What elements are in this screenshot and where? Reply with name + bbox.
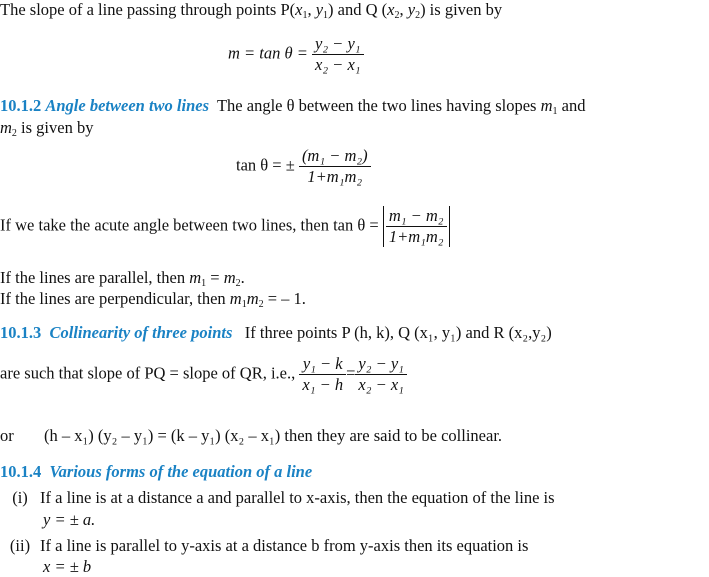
intro-sub: 2: [415, 10, 421, 21]
var-m: m: [189, 268, 202, 287]
var-m: m: [223, 268, 236, 287]
absolute-value: [383, 206, 450, 247]
parallel-line: [0, 268, 245, 288]
list-item-label: (i): [12, 488, 28, 507]
or-line: [0, 426, 502, 446]
equals: =: [346, 363, 356, 383]
section-number: 10.1.3: [0, 323, 42, 342]
section-number: 10.1.4: [0, 462, 42, 481]
collinear-line: [0, 354, 407, 395]
intro-sub: 1: [302, 10, 308, 21]
or-text: (h – x₁) (y₂ – y₁) = (k – y₁) (x₂ – x₁) then they are said to be collinear.: [44, 426, 503, 445]
acute-text: If we take the acute angle between two lines, then tan θ =: [0, 215, 383, 235]
list-item-text: If a line is at a distance a and parallel to x-axis, then the equation of the line is: [40, 488, 555, 507]
slope-fraction: [312, 34, 364, 75]
slope-formula-lhs: m = tan θ =: [228, 43, 312, 63]
slope-numerator: y₂ − y₁: [315, 34, 361, 53]
intro-text-c: ) is given by: [420, 0, 503, 19]
equals: =: [206, 268, 224, 287]
intro-var: x: [387, 0, 395, 19]
list-item-continuation: [43, 557, 91, 577]
intro-var: y: [315, 0, 324, 19]
sub: 2: [11, 128, 17, 139]
intro-text-a: The slope of a line passing through points P(: [0, 0, 296, 19]
text-and: and: [557, 96, 586, 115]
sub: 1: [201, 278, 207, 289]
qr-numerator: y₂ − y₁: [358, 354, 404, 373]
list-item-continuation: [43, 510, 95, 530]
section-heading: [0, 323, 232, 342]
intro-var: x: [295, 0, 303, 19]
fraction-qr: [355, 354, 407, 395]
intro-comma: ,: [399, 0, 408, 19]
section-title: Various forms of the equation of a line: [49, 462, 313, 481]
section-10-1-3-line: [0, 323, 552, 343]
list-item-text: x = ± b: [43, 557, 92, 576]
list-item: [0, 536, 528, 556]
sub: 2: [258, 299, 264, 310]
list-item-label: (ii): [9, 536, 31, 555]
perpendicular-text: If the lines are perpendicular, then: [0, 289, 230, 308]
var-m: m: [229, 289, 242, 308]
list-item-text: y = ± a.: [43, 510, 96, 529]
list-item: [0, 488, 555, 508]
collinear-text: are such that slope of PQ = slope of QR, i.e.,: [0, 363, 300, 383]
section-10-1-4-line: [0, 462, 312, 482]
intro-line: [0, 0, 502, 20]
angle-denominator: 1+m₁m₂: [299, 166, 371, 187]
perpendicular-end: = – 1.: [263, 289, 306, 308]
angle-fraction: [299, 146, 371, 187]
pq-numerator: y₁ − k: [302, 354, 343, 373]
parallel-text: If the lines are parallel, then: [0, 268, 190, 287]
angle-formula-lhs: tan θ = ±: [236, 155, 299, 175]
fraction-pq: [299, 354, 346, 395]
section-text: If three points P (h, k), Q (x₁, y₁) and R (x₂,y₂): [244, 323, 552, 342]
acute-denominator: 1+m₁m₂: [386, 226, 447, 247]
section-text: The angle θ between the two lines having slopes: [216, 96, 541, 115]
perpendicular-line: [0, 289, 306, 309]
var-m: m: [0, 118, 12, 137]
intro-sub: 2: [394, 10, 400, 21]
acute-numerator: m₁ − m₂: [388, 206, 444, 225]
angle-numerator: (m₁ − m₂): [301, 146, 368, 165]
qr-denominator: x₂ − x₁: [355, 374, 407, 395]
section-10-1-2-line-2: [0, 118, 93, 138]
section-title: Collinearity of three points: [49, 323, 233, 342]
period: .: [240, 268, 245, 287]
section-title: Angle between two lines: [45, 96, 210, 115]
sub: 1: [241, 299, 247, 310]
acute-line: [0, 206, 450, 247]
section-number: 10.1.2: [0, 96, 42, 115]
sub: 2: [235, 278, 241, 289]
intro-comma: ,: [307, 0, 316, 19]
angle-formula: [236, 146, 371, 187]
sub: 1: [552, 106, 558, 117]
slope-formula: [228, 34, 364, 75]
list-item-text: If a line is parallel to y-axis at a distance b from y-axis then its equation is: [40, 536, 529, 555]
section-heading: [0, 96, 209, 115]
intro-var: y: [407, 0, 416, 19]
var-m: m: [540, 96, 553, 115]
var-m: m: [246, 289, 259, 308]
section-heading: [0, 462, 312, 481]
or-word: or: [0, 426, 14, 445]
section-10-1-2-line: [0, 96, 585, 116]
intro-text-b: ) and Q (: [328, 0, 388, 19]
slope-denominator: x₂ − x₁: [312, 54, 364, 75]
section-text: is given by: [16, 118, 94, 137]
intro-sub: 1: [323, 10, 329, 21]
acute-fraction: [386, 206, 447, 247]
pq-denominator: x₁ − h: [299, 374, 346, 395]
